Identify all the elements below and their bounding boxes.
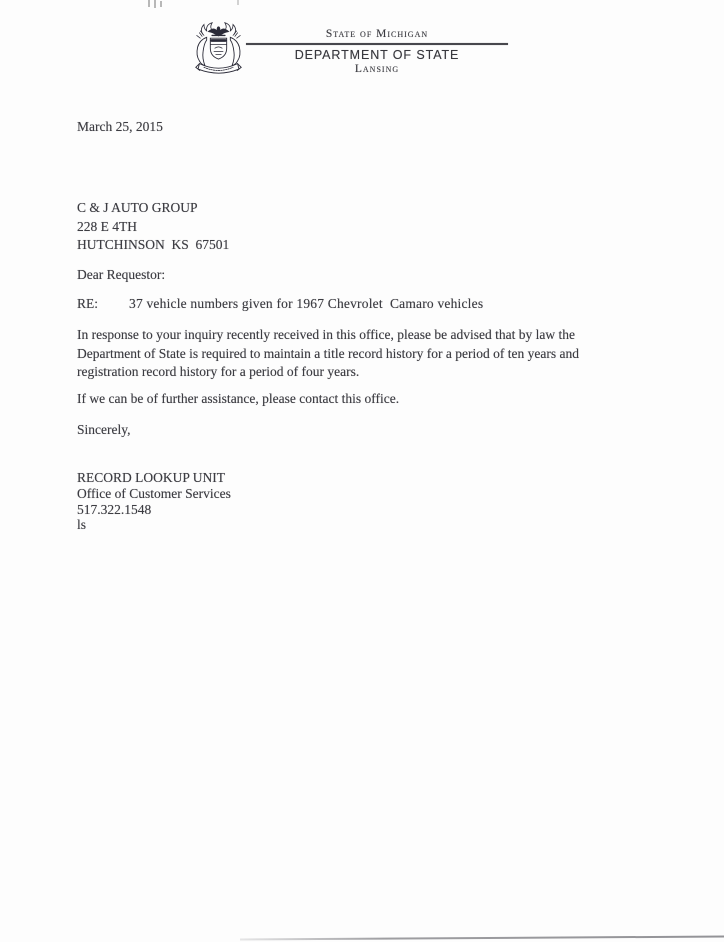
closing: Sincerely, [77,422,131,437]
body-line: Department of State is required to maintain a title record history for a period of ten years and [77,345,579,361]
scanner-edge-shadow [240,936,724,941]
scan-artifact-dash [154,0,156,8]
recipient-street: 228 E 4TH [77,218,137,234]
scan-artifact-dash [148,0,150,7]
department-of-state-line: DEPARTMENT OF STATE [294,47,460,62]
body-paragraph-1 [77,326,607,382]
signature-unit: RECORD LOOKUP UNIT [77,470,225,485]
michigan-state-seal-icon [191,20,246,80]
body-line: registration record history for a period of four years. [77,364,360,380]
scan-artifact-dash [237,0,239,5]
recipient-name: C & J AUTO GROUP [77,200,198,215]
re-label: RE: [77,296,99,311]
signature-office: Office of Customer Services [77,485,231,501]
recipient-city-state-zip: HUTCHINSON KS 67501 [77,237,230,252]
body-line: In response to your inquiry recently received in this office, please be advised that by law the [77,327,575,342]
scan-artifact-dash [160,1,162,7]
signature-phone: 517.322.1548 [77,501,152,517]
salutation: Dear Requestor: [77,267,166,282]
letterhead-rule [246,43,508,45]
state-of-michigan-line: State of Michigan [325,28,429,40]
signature-block [77,470,231,533]
letter-date: March 25, 2015 [77,119,163,134]
recipient-address-block [77,199,229,255]
lansing-line: Lansing [354,62,400,75]
body-paragraph-2: If we can be of further assistance, please contact this office. [77,391,400,406]
signature-initials: ls [77,517,87,533]
re-subject-text: 37 vehicle numbers given for 1967 Chevrolet Camaro vehicles [129,296,484,311]
re-line [77,296,637,314]
letterhead [246,28,508,76]
